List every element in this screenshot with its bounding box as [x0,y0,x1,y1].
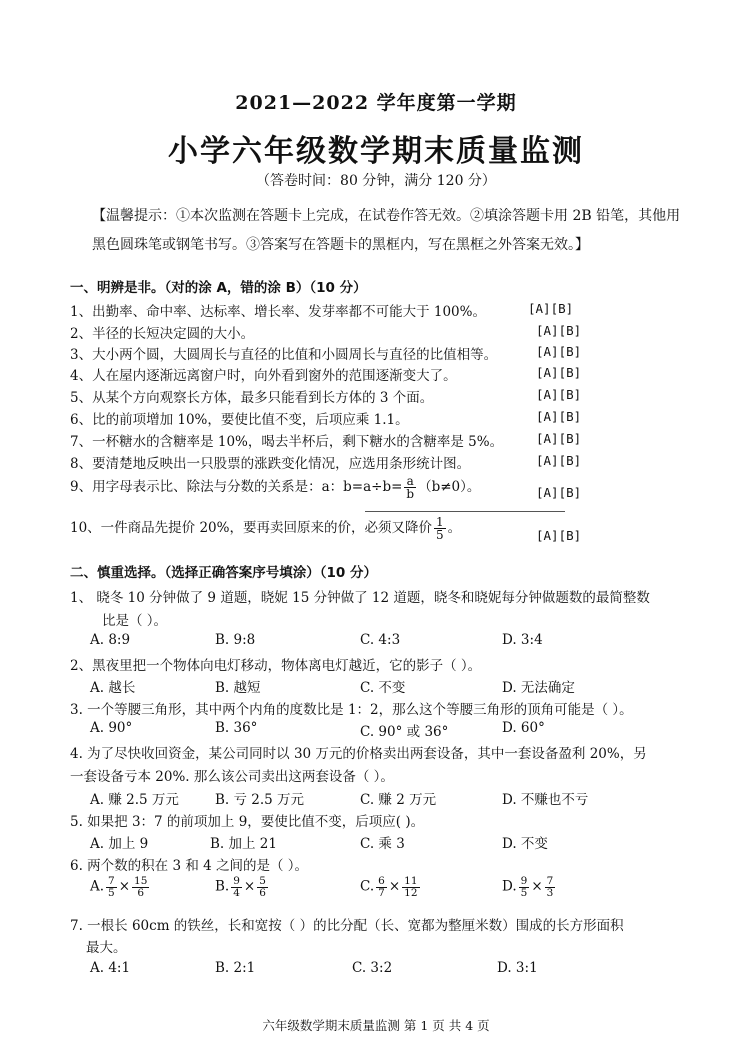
s1-item-2: 2、半径的长短决定圆的大小。 [70,326,255,342]
s1-answer-4: [A][B] [536,365,582,380]
s2-q5-line1: 5. 如果把 3：7 的前项加上 9，要使比值不变，后项应( )。 [70,814,425,830]
s1-item-9-pre: 9、用字母表示比、除法与分数的关系是：a：b=a÷b= [70,479,403,495]
s1-item-10-pre: 10、一件商品先提价 20%，要再卖回原来的价，必须又降价 [70,520,432,536]
s2-q3-option-c: C. 90° 或 36° [360,724,449,740]
s2-q5-option-a: A. 加上 9 [90,836,149,852]
s2-q3-option-b: B. 36° [215,720,258,736]
s2-q4-line2: 一套设备亏本 20%. 那么该公司卖出这两套设备（ ）。 [70,769,394,785]
s2-q6-line1: 6. 两个数的积在 3 和 4 之间的是（ ）。 [70,858,309,874]
s1-answer-8: [A][B] [536,453,582,468]
s2-q5-option-b: B. 加上 21 [210,836,277,852]
section1-title: 一、明辨是非。（对的涂 A，错的涂 B）（10 分） [70,280,367,296]
s1-item-7: 7、一杯糖水的含糖率是 10%，喝去半杯后，剩下糖水的含糖率是 5%。 [70,434,504,450]
s1-answer-5: [A][B] [536,387,582,402]
s2-q2-option-b: B. 越短 [215,680,261,696]
s2-q6-option-c: C. $\frac{6}{7}$ × $\frac{11}{12}$ [360,875,418,899]
exam-time: （答卷时间：80 分钟，满分 120 分） [256,173,496,189]
s2-q1-option-b: B. 9:8 [215,632,256,648]
s2-q2-line1: 2、黑夜里把一个物体向电灯移动，物体离电灯越近，它的影子（ ）。 [70,658,482,674]
s1-item-9 [70,475,480,500]
s2-q3-option-d: D. 60° [502,720,545,736]
pen-stroke-mark [365,511,565,512]
s2-q1-line1: 1、 晓冬 10 分钟做了 9 道题，晓妮 15 分钟做了 12 道题，晓冬和晓妮每分钟做题数的最简整数 [70,590,650,606]
s2-q7-line1: 7. 一根长 60cm 的铁丝，长和宽按（ ）的比分配（长、宽都为整厘米数）围成的长方形面积 [70,918,624,934]
s2-q6-option-d: D. $\frac{9}{5}$ × $\frac{7}{3}$ [502,875,554,899]
s2-q2-option-d: D. 无法确定 [502,680,575,696]
s2-q3-line1: 3. 一个等腰三角形，其中两个内角的度数比是 1：2，那么这个等腰三角形的顶角可能是（ ）。 [70,702,633,718]
exam-year: 2021—2022 学年度第一学期 [235,92,517,114]
s2-q7-option-a: A. 4:1 [90,960,131,976]
s2-q4-option-c: C. 赚 2 万元 [360,792,437,808]
s2-q2-option-c: C. 不变 [360,680,406,696]
s2-q7-option-d: D. 3:1 [497,960,538,976]
s2-q7-option-c: C. 3:2 [352,960,393,976]
s1-answer-1: [A][B] [528,301,574,316]
s2-q1-option-d: D. 3:4 [502,632,543,648]
s2-q4-option-b: B. 亏 2.5 万元 [215,792,305,808]
s2-q5-option-d: D. 不变 [502,836,548,852]
section2-title: 二、慎重选择。（选择正确答案序号填涂）（10 分） [70,565,377,581]
s2-q4-option-d: D. 不赚也不亏 [502,792,589,808]
s1-item-3: 3、大小两个圆，大圆周长与直径的比值和小圆周长与直径的比值相等。 [70,347,498,363]
s1-item-8: 8、要清楚地反映出一只股票的涨跌变化情况，应选用条形统计图。 [70,456,471,472]
exam-title: 小学六年级数学期末质量监测 [168,134,584,169]
s1-item-10-post: 。 [447,520,462,536]
s2-q2-option-a: A. 越长 [90,680,136,696]
page-footer: 六年级数学期末质量监测 第 1 页 共 4 页 [262,1018,490,1033]
s2-q4-option-a: A. 赚 2.5 万元 [90,792,179,808]
fraction-a-over-b: $\frac{a}{b}$ [406,474,415,501]
s1-item-5: 5、从某个方向观察长方体，最多只能看到长方体的 3 个面。 [70,390,434,406]
s1-answer-9: [A][B] [536,485,582,500]
exam-tips: 【温馨提示：①本次监测在答题卡上完成，在试卷作答无效。②填涂答题卡用 2B 铅笔，其他用黑色圆珠笔或钢笔书写。③答案写在答题卡的黑框内，写在黑框之外答案无效。】 [92,208,681,253]
s1-item-4: 4、人在屋内逐渐远离窗户时，向外看到窗外的范围逐渐变大了。 [70,368,457,384]
s2-q5-option-c: C. 乘 3 [360,836,405,852]
s1-answer-6: [A][B] [536,409,582,424]
s1-item-10 [70,516,461,541]
s2-q7-line2: 最大。 [86,940,127,956]
s2-q1-option-c: C. 4:3 [360,632,401,648]
fraction-1-over-5: $\frac{1}{5}$ [435,515,444,542]
s2-q4-line1: 4. 为了尽快收回资金，某公司同时以 30 万元的价格卖出两套设备，其中一套设备盈利 20%，另 [70,746,647,762]
s2-q1-line2: 比是（ ）。 [102,613,168,629]
s2-q3-option-a: A. 90° [90,720,133,736]
s1-answer-7: [A][B] [536,431,582,446]
s2-q1-option-a: A. 8:9 [90,632,131,648]
s1-item-6: 6、比的前项增加 10%，要使比值不变，后项应乘 1.1。 [70,412,409,428]
s2-q6-option-b: B. $\frac{9}{4}$ × $\frac{5}{6}$ [215,875,266,899]
s1-answer-2: [A][B] [536,323,582,338]
s1-item-9-post: （b≠0）。 [418,479,481,495]
s1-item-1: 1、出勤率、命中率、达标率、增长率、发芽率都不可能大于 100%。 [70,304,486,320]
s1-answer-10: [A][B] [536,528,582,543]
s2-q6-option-a: A. $\frac{7}{5}$ × $\frac{15}{6}$ [90,875,148,899]
s2-q7-option-b: B. 2:1 [215,960,256,976]
s1-answer-3: [A][B] [536,344,582,359]
